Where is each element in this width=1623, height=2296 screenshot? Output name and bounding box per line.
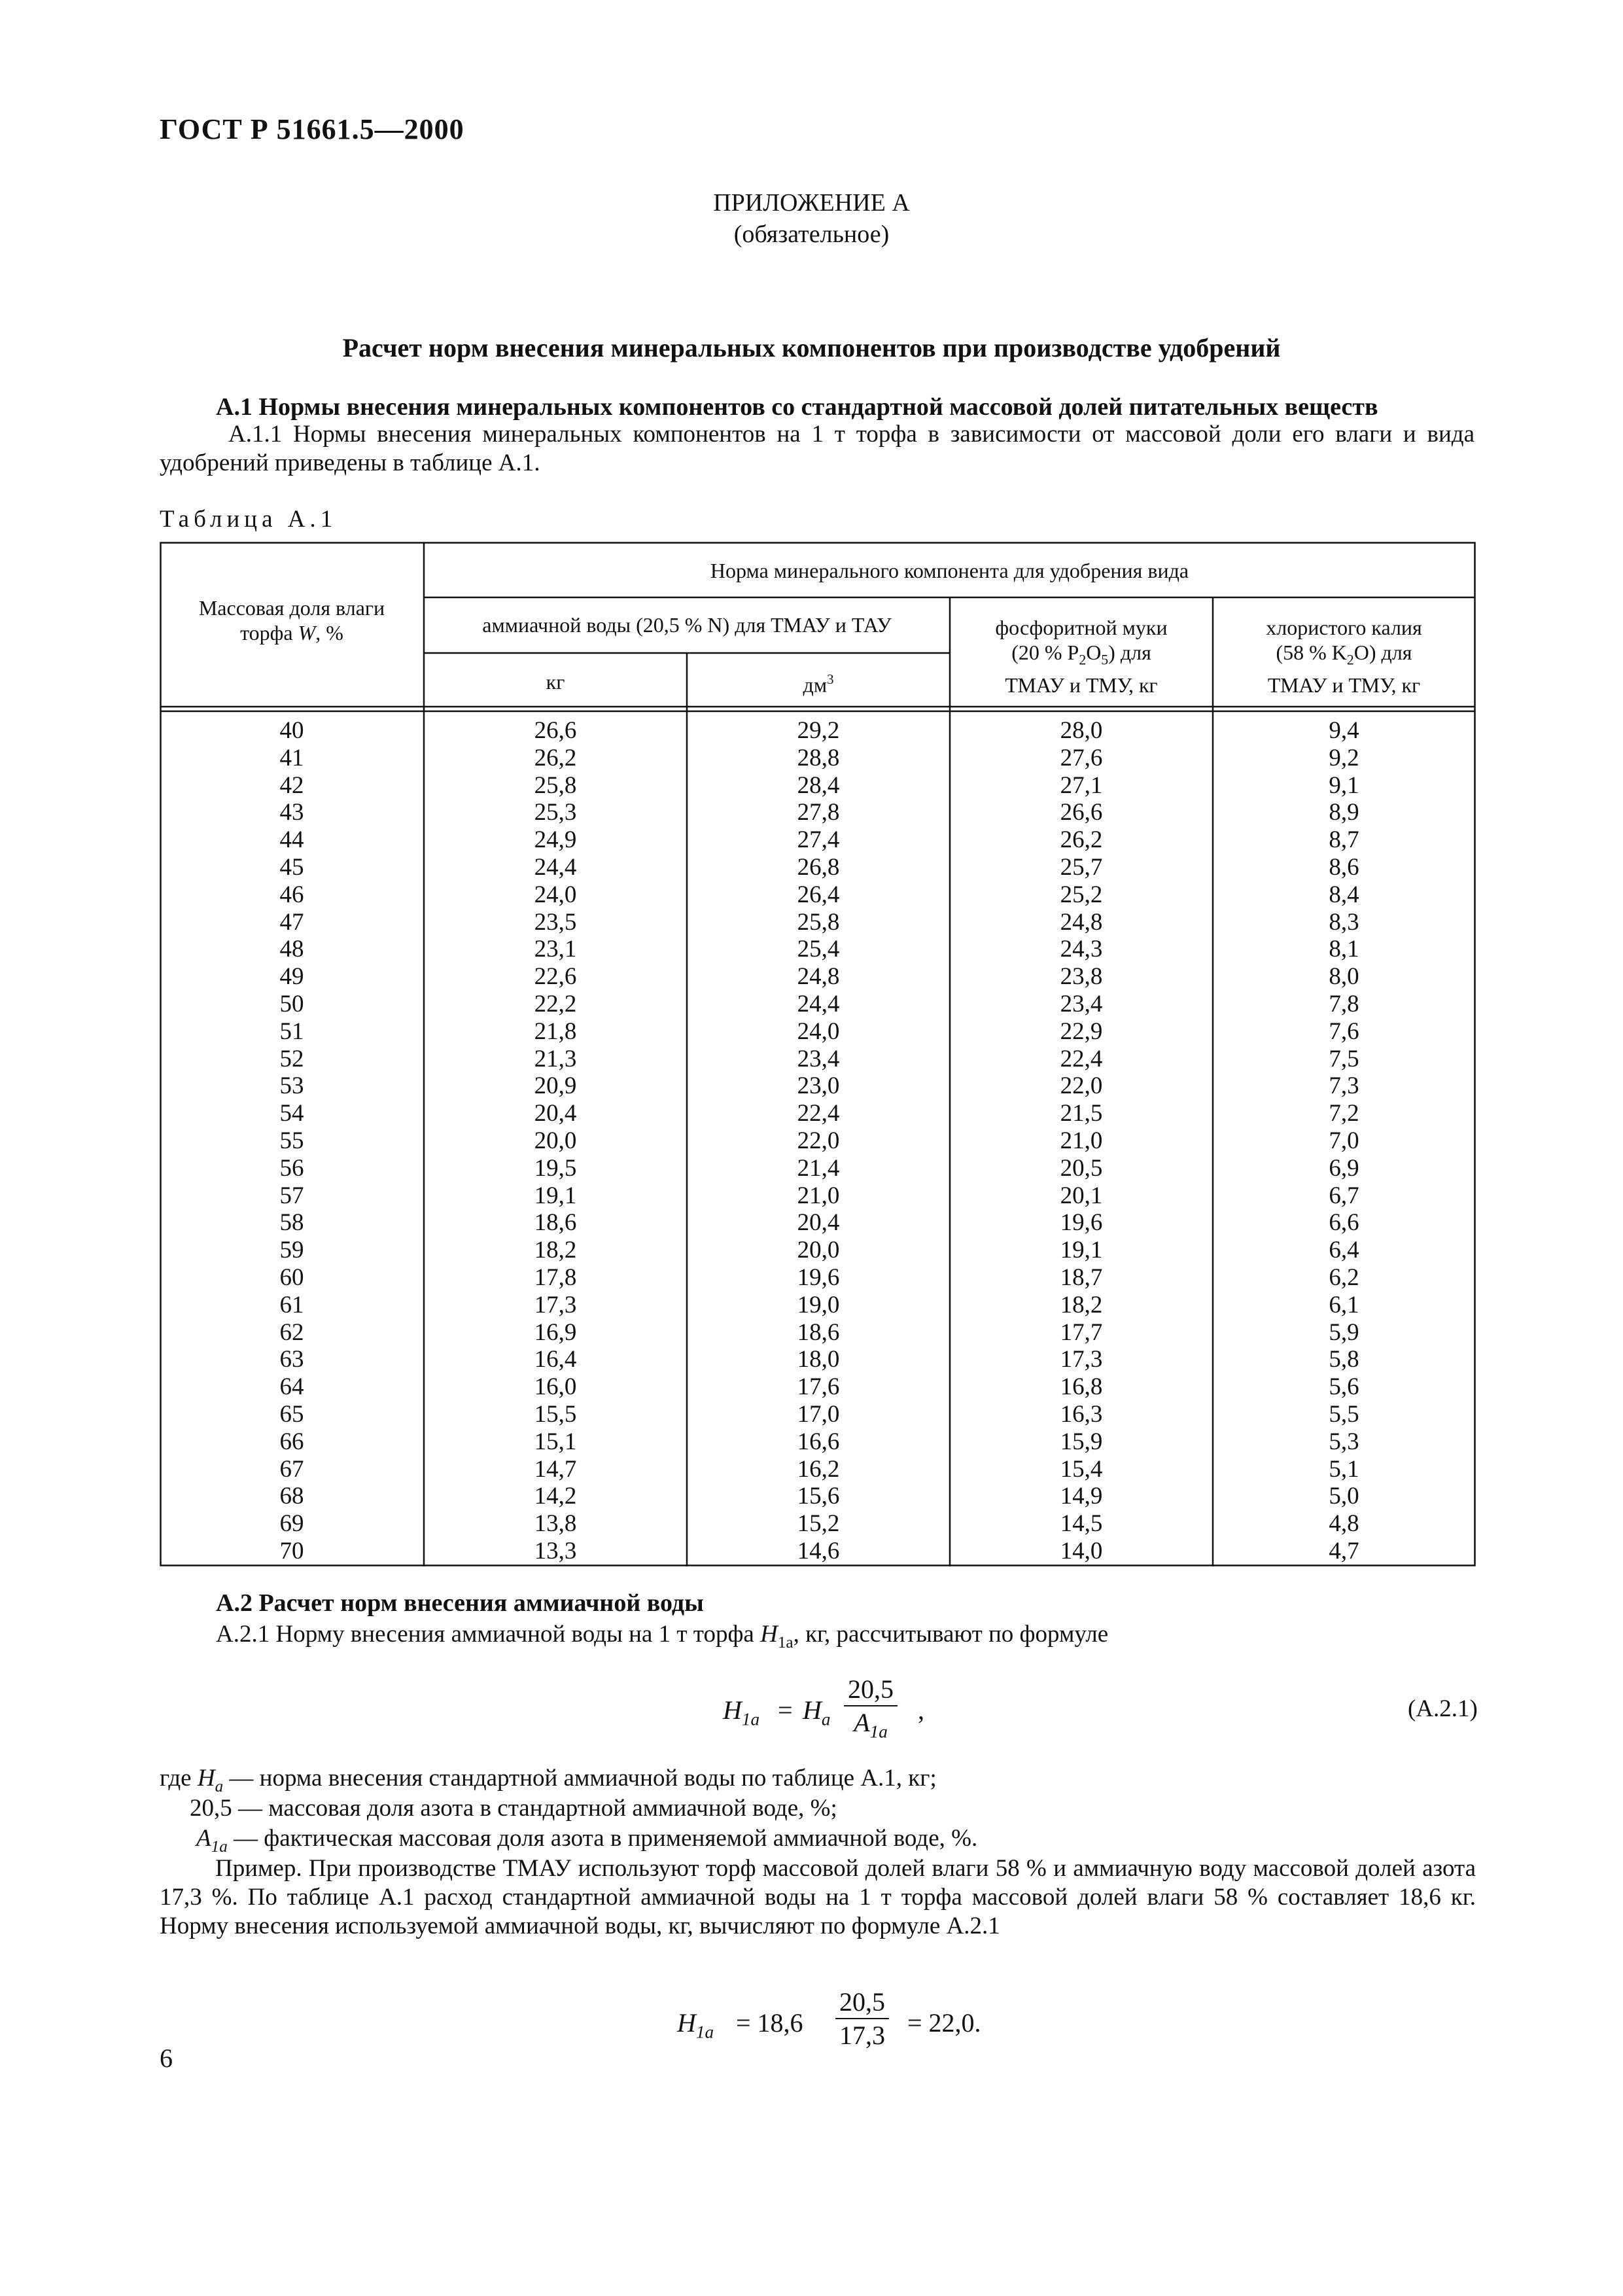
formula1-fraction [844, 1674, 898, 1748]
formula2-denominator: 17,3 [839, 2021, 885, 2050]
table-cell: 20,9 [534, 1072, 577, 1100]
table-cell: 51 [279, 1017, 304, 1045]
table-cell: 24,9 [534, 826, 577, 854]
header-moisture-var: W [298, 621, 316, 645]
table-cell: 26,2 [534, 744, 577, 771]
table-cell: 17,8 [534, 1263, 577, 1291]
table-cell: 64 [279, 1373, 304, 1401]
table-cell: 22,0 [1060, 1072, 1103, 1100]
table-cell: 20,4 [534, 1100, 577, 1127]
table-cell: 22,0 [797, 1127, 840, 1154]
table-cell: 7,8 [1329, 990, 1359, 1017]
phos-sub-b: 5 [1101, 652, 1109, 668]
table-cell: 15,2 [797, 1510, 840, 1538]
table-cell: 47 [279, 908, 304, 936]
header-phosphorite-line2 [950, 640, 1213, 673]
table-cell: 25,8 [797, 908, 840, 936]
table-cell: 18,6 [534, 1209, 577, 1237]
formula1-lhs-var: H [723, 1695, 742, 1725]
formula1-h [803, 1695, 830, 1730]
table-cell: 8,7 [1329, 826, 1359, 854]
table-cell: 19,0 [797, 1291, 840, 1318]
table-cell: 15,9 [1060, 1428, 1103, 1455]
table-cell: 15,4 [1060, 1455, 1103, 1483]
table-cell: 5,3 [1329, 1428, 1359, 1455]
table-cell: 45 [279, 853, 304, 881]
table-cell: 22,4 [797, 1100, 840, 1127]
header-ammonia: аммиачной воды (20,5 % N) для ТМАУ и ТАУ [482, 613, 892, 637]
table-cell: 41 [279, 744, 304, 771]
table-cell: 25,7 [1060, 853, 1103, 881]
table-cell: 16,3 [1060, 1400, 1103, 1428]
table-cell: 22,6 [534, 963, 577, 991]
table-cell: 17,0 [797, 1400, 840, 1428]
table-cell: 26,4 [797, 881, 840, 908]
kcl-text-a: (58 % K [1276, 641, 1347, 664]
header-dm3-sup: 3 [827, 672, 834, 687]
column-ammonia-dm3 [687, 717, 950, 1565]
table-cell: 21,0 [1060, 1127, 1103, 1154]
table-cell: 24,8 [1060, 908, 1103, 936]
header-moisture-line1: Массовая доля влаги [198, 596, 385, 620]
table-cell: 59 [279, 1237, 304, 1264]
formula-a21-number: (А.2.1) [1408, 1695, 1478, 1722]
table-cell: 5,0 [1329, 1483, 1359, 1510]
header-dm3 [687, 667, 950, 697]
phos-sub-a: 2 [1079, 652, 1087, 668]
table-cell: 25,2 [1060, 881, 1103, 908]
table-cell: 13,3 [534, 1537, 577, 1564]
phos-text-b: O [1086, 641, 1102, 664]
paragraph-a21 [216, 1620, 1108, 1657]
where3-var: A [196, 1825, 211, 1852]
a21-text-pre: А.2.1 Норму внесения аммиачной воды на 1 т торфа [216, 1621, 761, 1648]
table-cell: 22,2 [534, 990, 577, 1017]
table-cell: 8,1 [1329, 936, 1359, 963]
table-cell: 7,5 [1329, 1045, 1359, 1072]
table-cell: 23,4 [1060, 990, 1103, 1017]
table-cell: 28,4 [797, 771, 840, 799]
phos-text-a: (20 % P [1011, 641, 1079, 664]
table-cell: 23,0 [797, 1072, 840, 1100]
where3-text: — фактическая массовая доля азота в применяемой аммиачной воде, %. [227, 1825, 978, 1852]
table-cell: 5,6 [1329, 1373, 1359, 1401]
header-kg: кг [546, 670, 565, 694]
a21-var-h-sub: 1a [777, 1633, 794, 1651]
table-cell: 9,2 [1329, 744, 1359, 771]
table-cell: 22,4 [1060, 1045, 1103, 1072]
table-cell: 13,8 [534, 1510, 577, 1538]
table-cell: 5,5 [1329, 1400, 1359, 1428]
header-kcl-line3: ТМАУ и ТМУ, кг [1267, 673, 1421, 697]
table-cell: 14,5 [1060, 1510, 1103, 1538]
table-cell: 16,8 [1060, 1373, 1103, 1401]
table-cell: 19,1 [1060, 1237, 1103, 1264]
table-cell: 24,4 [797, 990, 840, 1017]
table-cell: 49 [279, 963, 304, 991]
where1-var: H [197, 1765, 215, 1792]
formula2-fraction [835, 1987, 889, 2052]
formula1-numerator: 20,5 [844, 1674, 898, 1706]
column-ammonia-kg [424, 717, 687, 1565]
table-cell: 14,6 [797, 1537, 840, 1564]
table-cell: 18,2 [534, 1237, 577, 1264]
table-cell: 24,0 [534, 881, 577, 908]
header-moisture-text: торфа [240, 621, 298, 645]
column-phosphorite-kg [950, 717, 1213, 1565]
table-caption: Таблица А.1 [160, 506, 338, 533]
section-title: Расчет норм внесения минеральных компонентов при производстве удобрений [342, 333, 1281, 362]
table-cell: 18,2 [1060, 1291, 1103, 1318]
table-cell: 25,4 [797, 936, 840, 963]
formula2-lhs-sub: 1a [695, 2022, 714, 2042]
table-cell: 42 [279, 771, 304, 799]
header-moisture-line2 [160, 620, 424, 645]
table-cell: 61 [279, 1291, 304, 1318]
table-cell: 7,3 [1329, 1072, 1359, 1100]
table-cell: 25,8 [534, 771, 577, 799]
formula1-lhs [723, 1695, 759, 1730]
header-moisture-unit: , % [315, 621, 343, 645]
header-phosphorite [950, 615, 1213, 698]
paragraph-a11: А.1.1 Нормы внесения минеральных компонентов на 1 т торфа в зависимости от массовой доли его влаги и вида удобрений приведены в таблице А.1. [160, 421, 1475, 476]
formula2-eq-value: = 18,6 [736, 2008, 803, 2038]
table-cell: 23,8 [1060, 963, 1103, 991]
column-kcl-kg [1213, 717, 1475, 1565]
formula1-den-sub: 1a [869, 1722, 888, 1742]
subsection-a1-heading: А.1 Нормы внесения минеральных компонентов со стандартной массовой долей питательных веществ [216, 393, 1378, 421]
table-cell: 70 [279, 1537, 304, 1564]
table-cell: 7,0 [1329, 1127, 1359, 1154]
table-cell: 16,4 [534, 1346, 577, 1373]
where1-text: — норма внесения стандартной аммиачной воды по таблице А.1, кг; [223, 1765, 937, 1792]
table-cell: 26,6 [1060, 799, 1103, 826]
header-dm3-text: дм [803, 673, 828, 697]
table-cell: 8,9 [1329, 799, 1359, 826]
table-cell: 5,8 [1329, 1346, 1359, 1373]
table-cell: 21,4 [797, 1154, 840, 1182]
table-cell: 58 [279, 1209, 304, 1237]
subsection-a2-heading: А.2 Расчет норм внесения аммиачной воды [216, 1589, 704, 1617]
table-cell: 18,0 [797, 1346, 840, 1373]
where1-pre: где [160, 1765, 198, 1792]
table-cell: 15,6 [797, 1483, 840, 1510]
table-cell: 9,4 [1329, 717, 1359, 744]
header-moisture [160, 595, 424, 645]
kcl-text-b: O) для [1353, 641, 1412, 664]
column-moisture [160, 717, 424, 1565]
table-cell: 52 [279, 1045, 304, 1072]
table-cell: 16,9 [534, 1318, 577, 1346]
table-cell: 26,8 [797, 853, 840, 881]
table-cell: 27,4 [797, 826, 840, 854]
table-cell: 63 [279, 1346, 304, 1373]
page-number: 6 [160, 2043, 173, 2073]
table-cell: 5,9 [1329, 1318, 1359, 1346]
table-cell: 55 [279, 1127, 304, 1154]
table-cell: 19,6 [1060, 1209, 1103, 1237]
formula1-denominator [844, 1706, 898, 1748]
table-cell: 24,4 [534, 853, 577, 881]
table-cell: 21,3 [534, 1045, 577, 1072]
header-kcl [1213, 615, 1475, 698]
table-cell: 27,1 [1060, 771, 1103, 799]
table-cell: 17,3 [1060, 1346, 1103, 1373]
formula2-lhs-var: H [677, 2008, 696, 2038]
document-id-header: ГОСТ Р 51661.5—2000 [160, 113, 464, 145]
table-cell: 19,6 [797, 1263, 840, 1291]
table-cell: 23,1 [534, 936, 577, 963]
table-cell: 17,7 [1060, 1318, 1103, 1346]
table-cell: 44 [279, 826, 304, 854]
table-cell: 21,8 [534, 1017, 577, 1045]
table-cell: 6,4 [1329, 1237, 1359, 1264]
table-cell: 15,5 [534, 1400, 577, 1428]
table-cell: 7,6 [1329, 1017, 1359, 1045]
table-cell: 20,1 [1060, 1182, 1103, 1209]
table-cell: 57 [279, 1182, 304, 1209]
where1-sub: a [215, 1777, 224, 1795]
formula2-result: = 22,0. [907, 2008, 981, 2038]
table-cell: 17,3 [534, 1291, 577, 1318]
table-cell: 62 [279, 1318, 304, 1346]
table-cell: 8,0 [1329, 963, 1359, 991]
where3-sub: 1a [211, 1837, 228, 1856]
header-kcl-line1: хлористого калия [1266, 616, 1422, 639]
table-cell: 20,0 [534, 1127, 577, 1154]
table-cell: 8,3 [1329, 908, 1359, 936]
table-cell: 18,6 [797, 1318, 840, 1346]
table-cell: 27,8 [797, 799, 840, 826]
header-phosphorite-line3: ТМАУ и ТМУ, кг [1005, 673, 1158, 697]
table-cell: 16,6 [797, 1428, 840, 1455]
table-cell: 5,1 [1329, 1455, 1359, 1483]
table-cell: 46 [279, 881, 304, 908]
table-cell: 19,1 [534, 1182, 577, 1209]
appendix-title-block [0, 187, 1623, 250]
table-cell: 43 [279, 799, 304, 826]
table-cell: 67 [279, 1455, 304, 1483]
formula-a21 [723, 1674, 1037, 1752]
header-phosphorite-line1: фосфоритной муки [995, 616, 1168, 639]
table-cell: 15,1 [534, 1428, 577, 1455]
table-cell: 28,0 [1060, 717, 1103, 744]
table-cell: 17,6 [797, 1373, 840, 1401]
table-cell: 16,2 [797, 1455, 840, 1483]
example-paragraph: Пример. При производстве ТМАУ используют торф массовой долей влаги 58 % и аммиачную воду массовой долей азота 17,3 %. По таблице А.1 расход стандартной аммиачной воды на 1 т торфа массовой долей влаги 58 % составляет 18,6 кг. Норму внесения используемой аммиачной воды, кг, вычисляют по формуле А.2.1 [160, 1855, 1476, 1939]
table-cell: 50 [279, 990, 304, 1017]
formula1-h-var: H [803, 1695, 822, 1725]
table-cell: 4,8 [1329, 1510, 1359, 1538]
table-cell: 25,3 [534, 799, 577, 826]
formula1-comma: , [918, 1695, 924, 1725]
formula1-equals: = [778, 1695, 793, 1725]
formula2-numerator: 20,5 [835, 1987, 889, 2019]
table-cell: 65 [279, 1400, 304, 1428]
table-cell: 18,7 [1060, 1263, 1103, 1291]
table-cell: 19,5 [534, 1154, 577, 1182]
table-cell: 26,6 [534, 717, 577, 744]
a21-text-post: , кг, рассчитывают по формуле [793, 1621, 1109, 1648]
table-cell: 24,8 [797, 963, 840, 991]
table-cell: 48 [279, 936, 304, 963]
header-norm: Норма минерального компонента для удобрения вида [710, 559, 1189, 582]
table-cell: 16,0 [534, 1373, 577, 1401]
table-cell: 20,0 [797, 1237, 840, 1264]
table-cell: 14,2 [534, 1483, 577, 1510]
formula1-h-sub: a [821, 1709, 831, 1729]
formula1-den-var: A [854, 1708, 870, 1737]
appendix-status: (обязательное) [733, 221, 890, 248]
table-cell: 24,3 [1060, 936, 1103, 963]
table-cell: 28,8 [797, 744, 840, 771]
table-cell: 8,6 [1329, 853, 1359, 881]
table-cell: 40 [279, 717, 304, 744]
table-cell: 27,6 [1060, 744, 1103, 771]
table-cell: 56 [279, 1154, 304, 1182]
table-cell: 9,1 [1329, 771, 1359, 799]
table-cell: 54 [279, 1100, 304, 1127]
table-cell: 69 [279, 1510, 304, 1538]
table-cell: 21,0 [797, 1182, 840, 1209]
norms-table [160, 542, 1476, 1566]
table-cell: 6,2 [1329, 1263, 1359, 1291]
table-cell: 23,5 [534, 908, 577, 936]
a21-var-h: H [760, 1621, 778, 1648]
appendix-title: ПРИЛОЖЕНИЕ А [713, 189, 910, 217]
table-cell: 20,4 [797, 1209, 840, 1237]
kcl-sub: 2 [1346, 652, 1354, 668]
table-cell: 8,4 [1329, 881, 1359, 908]
table-cell: 66 [279, 1428, 304, 1455]
table-cell: 6,7 [1329, 1182, 1359, 1209]
table-cell: 22,9 [1060, 1017, 1103, 1045]
table-cell: 20,5 [1060, 1154, 1103, 1182]
formula1-lhs-sub: 1a [741, 1709, 760, 1729]
where-line-2: 20,5 — массовая доля азота в стандартной аммиачной воде, %; [190, 1795, 837, 1822]
table-cell: 6,9 [1329, 1154, 1359, 1182]
table-cell: 24,0 [797, 1017, 840, 1045]
table-cell: 60 [279, 1263, 304, 1291]
table-cell: 14,9 [1060, 1483, 1103, 1510]
table-cell: 14,0 [1060, 1537, 1103, 1564]
table-cell: 7,2 [1329, 1100, 1359, 1127]
table-cell: 14,7 [534, 1455, 577, 1483]
table-cell: 4,7 [1329, 1537, 1359, 1564]
table-cell: 6,6 [1329, 1209, 1359, 1237]
table-cell: 53 [279, 1072, 304, 1100]
header-kcl-line2 [1213, 640, 1475, 673]
table-cell: 68 [279, 1483, 304, 1510]
table-cell: 23,4 [797, 1045, 840, 1072]
table-cell: 21,5 [1060, 1100, 1103, 1127]
formula-example [677, 1987, 1043, 2065]
formula2-lhs [677, 2007, 714, 2043]
table-cell: 6,1 [1329, 1291, 1359, 1318]
phos-text-c: ) для [1108, 641, 1151, 664]
table-cell: 29,2 [797, 717, 840, 744]
table-cell: 26,2 [1060, 826, 1103, 854]
